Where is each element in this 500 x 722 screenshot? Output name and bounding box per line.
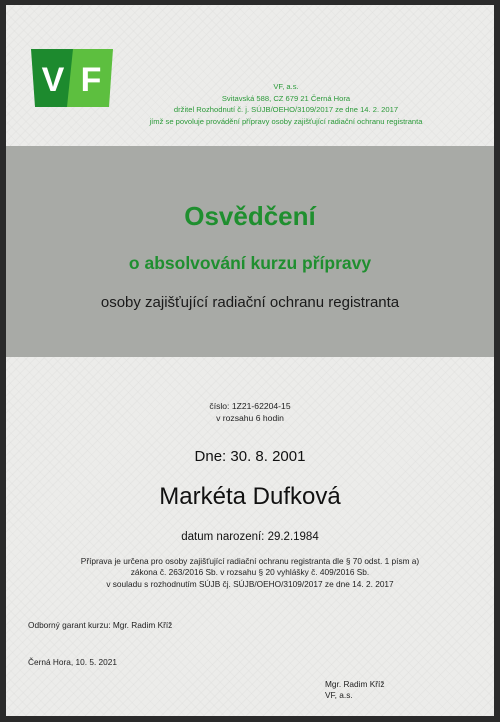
course-date: Dne: 30. 8. 2001	[194, 448, 306, 465]
title-band	[6, 146, 494, 357]
issuer-header	[126, 81, 446, 127]
certificate-subtitle: o absolvování kurzu přípravy	[128, 253, 372, 273]
certificate-number-block	[6, 400, 494, 424]
place-and-date: Černá Hora, 10. 5. 2021	[28, 657, 118, 667]
certificate-title: Osvědčení	[184, 201, 316, 231]
birth-date: datum narození: 29.2.1984	[181, 531, 319, 543]
certificate-number: číslo: 1Z21-62204-15	[209, 401, 291, 411]
signatory-company: VF, a.s.	[325, 690, 353, 700]
signature-block	[325, 679, 384, 701]
course-hours: v rozsahu 6 hodin	[216, 413, 284, 423]
legal-line: zákona č. 263/2016 Sb. v rozsahu § 20 vyhlášky č. 409/2016 Sb.	[130, 567, 370, 578]
vf-logo	[31, 49, 113, 107]
certificate-purpose: osoby zajišťující radiační ochranu registranta	[100, 294, 400, 311]
certificate-page	[6, 5, 494, 716]
legal-line: Příprava je určena pro osoby zajišťující radiační ochranu registranta dle § 70 odst. 1 písm a)	[80, 556, 420, 566]
svg-text:F: F	[80, 61, 102, 99]
recipient-name: Markéta Dufková	[159, 483, 341, 510]
svg-text:V: V	[41, 61, 65, 99]
issuer-decision: držitel Rozhodnutí č. j. SÚJB/OEHO/3109/2017 ze dne 14. 2. 2017	[173, 105, 399, 115]
issuer-address: Svitavská 588, CZ 679 21 Černá Hora	[221, 93, 351, 103]
issuer-name: VF, a.s.	[273, 82, 299, 91]
legal-line: v souladu s rozhodnutím SÚJB čj. SÚJB/OEHO/3109/2017 ze dne 14. 2. 2017	[106, 578, 394, 589]
issuer-permission: jímž se povoluje provádění přípravy osoby zajišťující radiační ochranu registranta	[149, 116, 423, 126]
signatory-name: Mgr. Radim Kříž	[325, 679, 385, 689]
legal-basis	[26, 556, 474, 590]
course-guarantor: Odborný garant kurzu: Mgr. Radim Kříž	[28, 620, 173, 630]
